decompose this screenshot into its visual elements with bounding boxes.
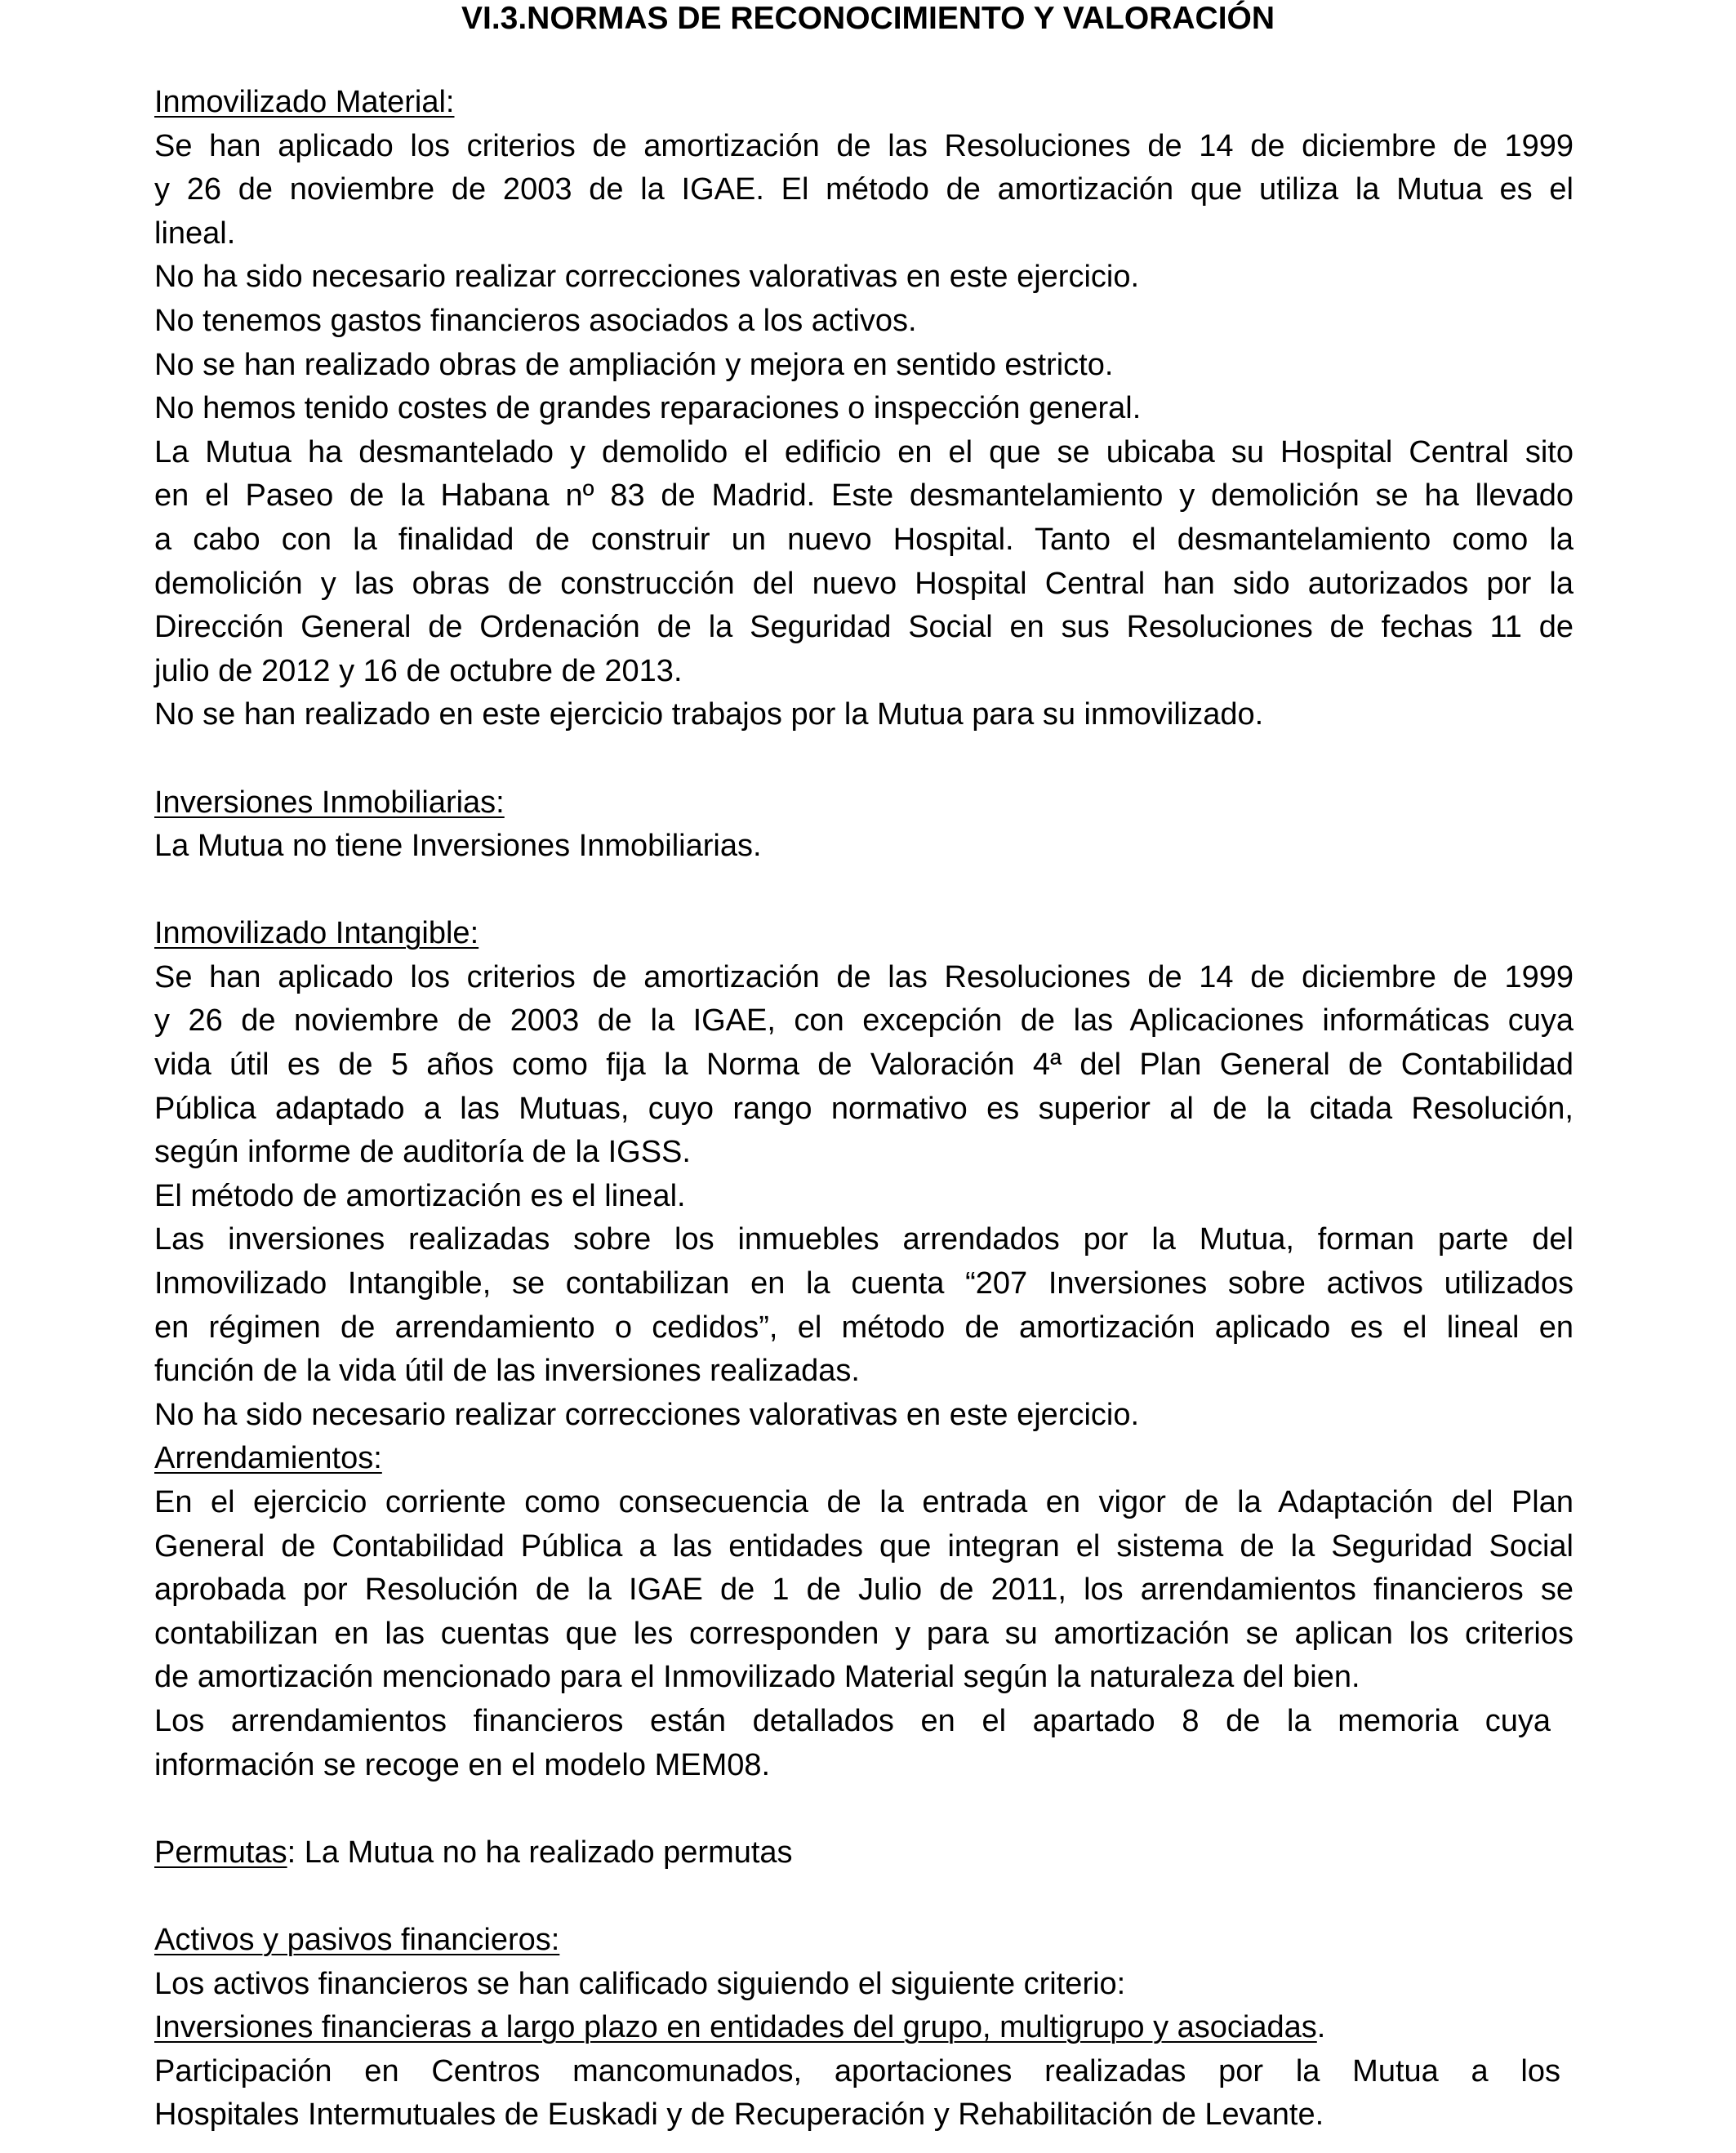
section-heading-arrendamientos: Arrendamientos: xyxy=(154,1441,382,1476)
paragraph-line: Inmovilizado Intangible, se contabilizan en la cuenta “207 Inversiones sobre activos utilizados xyxy=(154,1266,1574,1301)
document-body xyxy=(154,81,1574,2137)
paragraph-line: de amortización mencionado para el Inmovilizado Material según la naturaleza del bien. xyxy=(154,1660,1360,1695)
paragraph-line: General de Contabilidad Pública a las entidades que integran el sistema de la Seguridad Social xyxy=(154,1528,1574,1564)
paragraph-line: lineal. xyxy=(154,216,236,251)
paragraph-line: No se han realizado obras de ampliación y mejora en sentido estricto. xyxy=(154,347,1114,382)
section-heading-activos-pasivos: Activos y pasivos financieros: xyxy=(154,1922,560,1957)
paragraph-line: Se han aplicado los criterios de amortización de las Resoluciones de 14 de diciembre de 1999 xyxy=(154,128,1574,163)
paragraph-line: en régimen de arrendamiento o cedidos”, el método de amortización aplicado es el lineal en xyxy=(154,1310,1574,1345)
paragraph-line: No tenemos gastos financieros asociados a los activos. xyxy=(154,303,917,338)
paragraph-line: No hemos tenido costes de grandes reparaciones o inspección general. xyxy=(154,391,1142,426)
paragraph-line: información se recoge en el modelo MEM08. xyxy=(154,1747,771,1782)
paragraph-line: Las inversiones realizadas sobre los inmuebles arrendados por la Mutua, forman parte del xyxy=(154,1222,1574,1257)
paragraph-line: La Mutua ha desmantelado y demolido el edificio en el que se ubicaba su Hospital Central sito xyxy=(154,434,1574,469)
paragraph-line: vida útil es de 5 años como fija la Norma de Valoración 4ª del Plan General de Contabilidad xyxy=(154,1048,1574,1083)
paragraph-line: No ha sido necesario realizar correcciones valorativas en este ejercicio. xyxy=(154,260,1140,295)
blank-line xyxy=(154,1875,1574,1919)
page-title: VI.3.NORMAS DE RECONOCIMIENTO Y VALORACIÓN xyxy=(461,1,1275,36)
paragraph-line: Pública adaptado a las Mutuas, cuyo rango normativo es superior al de la citada Resolución, xyxy=(154,1091,1574,1126)
paragraph-line: a cabo con la finalidad de construir un nuevo Hospital. Tanto el desmantelamiento como la xyxy=(154,522,1574,557)
section-heading-inmovilizado-intangible: Inmovilizado Intangible: xyxy=(154,916,479,951)
paragraph-line: demolición y las obras de construcción del nuevo Hospital Central han sido autorizados por la xyxy=(154,566,1574,601)
paragraph-line: en el Paseo de la Habana nº 83 de Madrid. Este desmantelamiento y demolición se ha llevado xyxy=(154,478,1574,514)
paragraph-line: No ha sido necesario realizar correcciones valorativas en este ejercicio. xyxy=(154,1397,1140,1432)
paragraph-line: según informe de auditoría de la IGSS. xyxy=(154,1135,691,1170)
paragraph-line: El método de amortización es el lineal. xyxy=(154,1178,686,1213)
paragraph-line: Se han aplicado los criterios de amortización de las Resoluciones de 14 de diciembre de 1999 xyxy=(154,959,1574,994)
blank-line xyxy=(154,737,1574,781)
section-heading-inmovilizado-material: Inmovilizado Material: xyxy=(154,85,455,119)
paragraph-line: y 26 de noviembre de 2003 de la IGAE. El método de amortización que utiliza la Mutua es el xyxy=(154,172,1574,207)
permutas-text: : La Mutua no ha realizado permutas xyxy=(287,1835,793,1870)
section-heading-permutas: Permutas xyxy=(154,1835,287,1870)
subsection-heading-inversiones-financieras: Inversiones financieras a largo plazo en entidades del grupo, multigrupo y asociadas. xyxy=(154,2010,1326,2045)
paragraph-line: Los arrendamientos financieros están detallados en el apartado 8 de la memoria cuya xyxy=(154,1703,1551,1738)
paragraph-line: No se han realizado en este ejercicio trabajos por la Mutua para su inmovilizado. xyxy=(154,697,1264,732)
blank-line xyxy=(154,1787,1574,1831)
paragraph-line: y 26 de noviembre de 2003 de la IGAE, con excepción de las Aplicaciones informáticas cuya xyxy=(154,1003,1574,1039)
paragraph-line: Participación en Centros mancomunados, aportaciones realizadas por la Mutua a los xyxy=(154,2053,1560,2088)
paragraph-line: Dirección General de Ordenación de la Seguridad Social en sus Resoluciones de fechas 11 de xyxy=(154,610,1574,645)
paragraph-line: Los activos financieros se han calificado siguiendo el siguiente criterio: xyxy=(154,1966,1126,2001)
paragraph-line: función de la vida útil de las inversiones realizadas. xyxy=(154,1354,860,1389)
paragraph-line: julio de 2012 y 16 de octubre de 2013. xyxy=(154,653,683,688)
blank-line xyxy=(154,869,1574,913)
section-permutas xyxy=(154,1831,1574,1875)
paragraph-line: La Mutua no tiene Inversiones Inmobiliarias. xyxy=(154,829,762,864)
paragraph-line: contabilizan en las cuentas que les corresponden y para su amortización se aplican los criterios xyxy=(154,1616,1574,1651)
paragraph-line: En el ejercicio corriente como consecuencia de la entrada en vigor de la Adaptación del Plan xyxy=(154,1485,1574,1519)
section-heading-inversiones-inmobiliarias: Inversiones Inmobiliarias: xyxy=(154,785,505,820)
paragraph-line: Hospitales Intermutuales de Euskadi y de Recuperación y Rehabilitación de Levante. xyxy=(154,2097,1324,2133)
paragraph-line: aprobada por Resolución de la IGAE de 1 de Julio de 2011, los arrendamientos financieros se xyxy=(154,1572,1574,1608)
